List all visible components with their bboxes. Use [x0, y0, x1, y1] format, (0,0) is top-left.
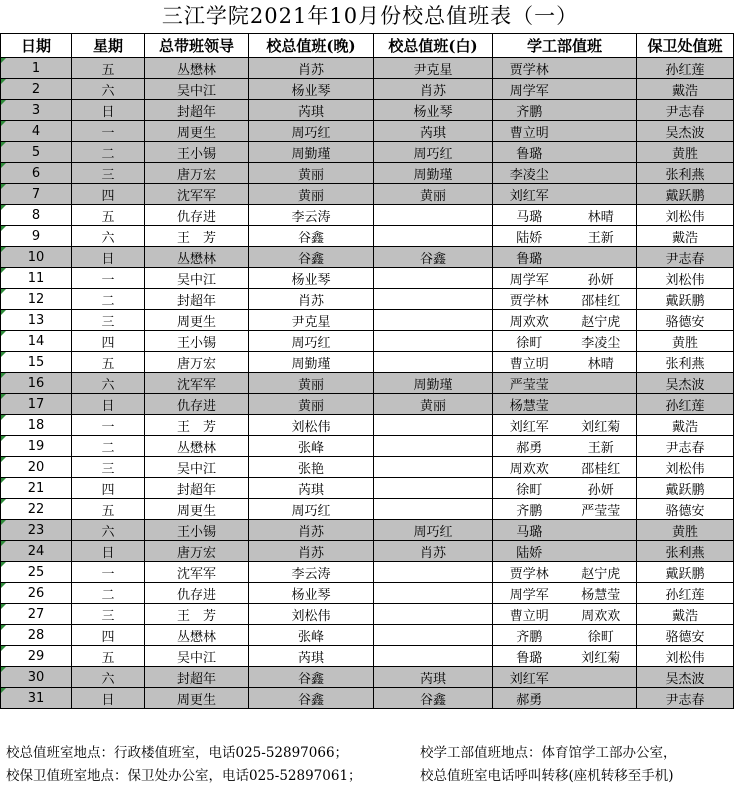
- student-affairs-cell-1: 郝勇: [493, 436, 566, 457]
- weekday-cell: 日: [72, 100, 145, 121]
- security-cell: 戴跃鹏: [637, 478, 734, 499]
- table-row: [1, 310, 734, 331]
- weekday-cell: 三: [72, 457, 145, 478]
- weekday-cell: 六: [72, 79, 145, 100]
- security-cell: 骆德安: [637, 310, 734, 331]
- table-row: [1, 58, 734, 79]
- weekday-cell: 一: [72, 268, 145, 289]
- security-cell: 戴浩: [637, 415, 734, 436]
- leader-cell: 丛懋林: [145, 58, 249, 79]
- security-cell: 孙红莲: [637, 583, 734, 604]
- student-affairs-cell-1: 贾学林: [493, 289, 566, 310]
- night-duty-cell: 李云涛: [249, 205, 374, 226]
- date-cell: 12: [1, 289, 72, 310]
- student-affairs-cell-1: 严莹莹: [493, 373, 566, 394]
- leader-cell: 王小锡: [145, 142, 249, 163]
- security-cell: 尹志春: [637, 100, 734, 121]
- security-cell: 张利燕: [637, 163, 734, 184]
- security-cell: 戴跃鹏: [637, 184, 734, 205]
- security-cell: 孙红莲: [637, 58, 734, 79]
- date-cell: 18: [1, 415, 72, 436]
- night-duty-cell: 芮琪: [249, 646, 374, 667]
- weekday-cell: 四: [72, 184, 145, 205]
- security-cell: 刘松伟: [637, 268, 734, 289]
- day-duty-cell: [374, 415, 493, 436]
- date-cell: 5: [1, 142, 72, 163]
- duty-schedule-table: [0, 33, 734, 709]
- security-cell: 黄胜: [637, 142, 734, 163]
- weekday-cell: 一: [72, 121, 145, 142]
- date-cell: 7: [1, 184, 72, 205]
- student-affairs-cell-1: 周学军: [493, 583, 566, 604]
- student-affairs-cell-1: 齐鹏: [493, 625, 566, 646]
- student-affairs-cell-1: 贾学林: [493, 58, 566, 79]
- student-affairs-cell-1: 徐町: [493, 478, 566, 499]
- student-affairs-cell-2: [566, 520, 637, 541]
- leader-cell: 周更生: [145, 499, 249, 520]
- day-duty-cell: [374, 583, 493, 604]
- leader-cell: 封超年: [145, 478, 249, 499]
- header-date: 日期: [1, 34, 72, 58]
- table-row: [1, 247, 734, 268]
- date-cell: 23: [1, 520, 72, 541]
- security-cell: 戴浩: [637, 79, 734, 100]
- table-row: [1, 583, 734, 604]
- date-cell: 21: [1, 478, 72, 499]
- day-duty-cell: [374, 205, 493, 226]
- student-affairs-cell-1: 郝勇: [493, 688, 566, 709]
- table-row: [1, 142, 734, 163]
- student-affairs-cell-2: 周欢欢: [566, 604, 637, 625]
- leader-cell: 仇存进: [145, 583, 249, 604]
- student-affairs-cell-2: [566, 688, 637, 709]
- weekday-cell: 五: [72, 205, 145, 226]
- night-duty-cell: 谷鑫: [249, 667, 374, 688]
- table-row: [1, 436, 734, 457]
- night-duty-cell: 杨业琴: [249, 583, 374, 604]
- day-duty-cell: [374, 562, 493, 583]
- weekday-cell: 五: [72, 352, 145, 373]
- header-weekday: 星期: [72, 34, 145, 58]
- leader-cell: 王 芳: [145, 604, 249, 625]
- security-cell: 尹志春: [637, 688, 734, 709]
- student-affairs-cell-2: 赵宁虎: [566, 562, 637, 583]
- date-cell: 3: [1, 100, 72, 121]
- header-student-affairs: 学工部值班: [493, 34, 637, 58]
- night-duty-cell: 张艳: [249, 457, 374, 478]
- date-cell: 11: [1, 268, 72, 289]
- table-row: [1, 352, 734, 373]
- table-row: [1, 205, 734, 226]
- student-affairs-cell-2: 刘红菊: [566, 415, 637, 436]
- weekday-cell: 五: [72, 58, 145, 79]
- night-duty-cell: 周勤瑾: [249, 352, 374, 373]
- table-row: [1, 478, 734, 499]
- night-duty-cell: 肖苏: [249, 58, 374, 79]
- day-duty-cell: [374, 646, 493, 667]
- security-cell: 吴杰波: [637, 667, 734, 688]
- date-cell: 1: [1, 58, 72, 79]
- table-row: [1, 520, 734, 541]
- student-affairs-cell-2: 徐町: [566, 625, 637, 646]
- table-row: [1, 100, 734, 121]
- night-duty-cell: 黄丽: [249, 163, 374, 184]
- footer-line-1: [0, 741, 740, 761]
- night-duty-cell: 周勤瑾: [249, 142, 374, 163]
- night-duty-cell: 刘松伟: [249, 604, 374, 625]
- header-day-duty: 校总值班(白): [374, 34, 493, 58]
- student-affairs-cell-2: [566, 541, 637, 562]
- security-cell: 张利燕: [637, 352, 734, 373]
- student-affairs-cell-2: [566, 247, 637, 268]
- leader-cell: 唐万宏: [145, 163, 249, 184]
- weekday-cell: 五: [72, 499, 145, 520]
- weekday-cell: 二: [72, 583, 145, 604]
- leader-cell: 封超年: [145, 100, 249, 121]
- date-cell: 15: [1, 352, 72, 373]
- date-cell: 19: [1, 436, 72, 457]
- day-duty-cell: [374, 457, 493, 478]
- weekday-cell: 四: [72, 625, 145, 646]
- leader-cell: 周更生: [145, 121, 249, 142]
- date-cell: 30: [1, 667, 72, 688]
- security-cell: 吴杰波: [637, 121, 734, 142]
- table-body: [1, 58, 734, 709]
- leader-cell: 唐万宏: [145, 541, 249, 562]
- date-cell: 29: [1, 646, 72, 667]
- date-cell: 31: [1, 688, 72, 709]
- security-cell: 骆德安: [637, 499, 734, 520]
- table-header-row: [1, 34, 734, 58]
- footer-student-office-info: 校学工部值班地点：体育馆学工部办公室，: [420, 745, 677, 761]
- date-cell: 10: [1, 247, 72, 268]
- day-duty-cell: [374, 604, 493, 625]
- security-cell: 戴跃鹏: [637, 562, 734, 583]
- student-affairs-cell-2: 邵桂红: [566, 289, 637, 310]
- student-affairs-cell-2: [566, 667, 637, 688]
- day-duty-cell: 谷鑫: [374, 247, 493, 268]
- date-cell: 14: [1, 331, 72, 352]
- student-affairs-cell-1: 齐鹏: [493, 100, 566, 121]
- night-duty-cell: 周巧红: [249, 499, 374, 520]
- day-duty-cell: 周巧红: [374, 142, 493, 163]
- student-affairs-cell-2: 林晴: [566, 205, 637, 226]
- night-duty-cell: 黄丽: [249, 184, 374, 205]
- leader-cell: 吴中江: [145, 457, 249, 478]
- weekday-cell: 三: [72, 310, 145, 331]
- table-row: [1, 331, 734, 352]
- day-duty-cell: [374, 499, 493, 520]
- table-row: [1, 121, 734, 142]
- student-affairs-cell-1: 马璐: [493, 520, 566, 541]
- table-row: [1, 688, 734, 709]
- table-row: [1, 289, 734, 310]
- leader-cell: 周更生: [145, 688, 249, 709]
- weekday-cell: 一: [72, 562, 145, 583]
- student-affairs-cell-1: 曹立明: [493, 352, 566, 373]
- student-affairs-cell-2: 赵宁虎: [566, 310, 637, 331]
- student-affairs-cell-1: 马璐: [493, 205, 566, 226]
- student-affairs-cell-1: 鲁璐: [493, 646, 566, 667]
- student-affairs-cell-1: 陆娇: [493, 226, 566, 247]
- night-duty-cell: 芮琪: [249, 478, 374, 499]
- leader-cell: 王小锡: [145, 331, 249, 352]
- day-duty-cell: 周巧红: [374, 520, 493, 541]
- security-cell: 孙红莲: [637, 394, 734, 415]
- table-row: [1, 625, 734, 646]
- day-duty-cell: 杨业琴: [374, 100, 493, 121]
- header-leader: 总带班领导: [145, 34, 249, 58]
- student-affairs-cell-1: 鲁璐: [493, 142, 566, 163]
- day-duty-cell: [374, 289, 493, 310]
- table-row: [1, 646, 734, 667]
- day-duty-cell: 芮琪: [374, 121, 493, 142]
- date-cell: 26: [1, 583, 72, 604]
- security-cell: 刘松伟: [637, 205, 734, 226]
- student-affairs-cell-1: 周欢欢: [493, 310, 566, 331]
- security-cell: 尹志春: [637, 247, 734, 268]
- leader-cell: 王小锡: [145, 520, 249, 541]
- day-duty-cell: [374, 226, 493, 247]
- security-cell: 骆德安: [637, 625, 734, 646]
- day-duty-cell: [374, 625, 493, 646]
- night-duty-cell: 肖苏: [249, 289, 374, 310]
- leader-cell: 唐万宏: [145, 352, 249, 373]
- leader-cell: 吴中江: [145, 646, 249, 667]
- date-cell: 8: [1, 205, 72, 226]
- security-cell: 张利燕: [637, 541, 734, 562]
- weekday-cell: 二: [72, 142, 145, 163]
- student-affairs-cell-1: 周学军: [493, 79, 566, 100]
- night-duty-cell: 李云涛: [249, 562, 374, 583]
- student-affairs-cell-2: 李凌尘: [566, 331, 637, 352]
- day-duty-cell: 周勤瑾: [374, 163, 493, 184]
- student-affairs-cell-2: 林晴: [566, 352, 637, 373]
- footer-line-2: [0, 764, 740, 784]
- date-cell: 17: [1, 394, 72, 415]
- day-duty-cell: 肖苏: [374, 541, 493, 562]
- night-duty-cell: 肖苏: [249, 520, 374, 541]
- leader-cell: 王 芳: [145, 226, 249, 247]
- leader-cell: 仇存进: [145, 394, 249, 415]
- student-affairs-cell-2: [566, 121, 637, 142]
- student-affairs-cell-1: 杨慧莹: [493, 394, 566, 415]
- table-row: [1, 562, 734, 583]
- weekday-cell: 二: [72, 436, 145, 457]
- weekday-cell: 日: [72, 247, 145, 268]
- student-affairs-cell-2: [566, 373, 637, 394]
- leader-cell: 封超年: [145, 667, 249, 688]
- security-cell: 黄胜: [637, 520, 734, 541]
- student-affairs-cell-1: 周学军: [493, 268, 566, 289]
- footer-duty-office-info: 校总值班室地点：行政楼值班室，电话025-52897066；: [6, 745, 349, 761]
- date-cell: 27: [1, 604, 72, 625]
- student-affairs-cell-2: 严莹莹: [566, 499, 637, 520]
- student-affairs-cell-2: [566, 163, 637, 184]
- table-row: [1, 79, 734, 100]
- night-duty-cell: 杨业琴: [249, 79, 374, 100]
- night-duty-cell: 刘松伟: [249, 415, 374, 436]
- night-duty-cell: 谷鑫: [249, 247, 374, 268]
- security-cell: 刘松伟: [637, 457, 734, 478]
- leader-cell: 丛懋林: [145, 436, 249, 457]
- weekday-cell: 六: [72, 373, 145, 394]
- student-affairs-cell-2: [566, 100, 637, 121]
- day-duty-cell: 肖苏: [374, 79, 493, 100]
- table-row: [1, 373, 734, 394]
- table-row: [1, 226, 734, 247]
- night-duty-cell: 周巧红: [249, 121, 374, 142]
- weekday-cell: 六: [72, 226, 145, 247]
- footer-security-office-info: 校保卫值班室地点：保卫处办公室，电话025-52897061；: [6, 768, 362, 784]
- student-affairs-cell-2: [566, 142, 637, 163]
- weekday-cell: 一: [72, 415, 145, 436]
- date-cell: 22: [1, 499, 72, 520]
- student-affairs-cell-2: 杨慧莹: [566, 583, 637, 604]
- night-duty-cell: 肖苏: [249, 541, 374, 562]
- day-duty-cell: 芮琪: [374, 667, 493, 688]
- student-affairs-cell-1: 徐町: [493, 331, 566, 352]
- date-cell: 4: [1, 121, 72, 142]
- student-affairs-cell-2: 邵桂红: [566, 457, 637, 478]
- table-row: [1, 457, 734, 478]
- date-cell: 25: [1, 562, 72, 583]
- day-duty-cell: 黄丽: [374, 184, 493, 205]
- student-affairs-cell-1: 齐鹏: [493, 499, 566, 520]
- night-duty-cell: 谷鑫: [249, 226, 374, 247]
- date-cell: 16: [1, 373, 72, 394]
- leader-cell: 封超年: [145, 289, 249, 310]
- night-duty-cell: 芮琪: [249, 100, 374, 121]
- table-row: [1, 667, 734, 688]
- day-duty-cell: [374, 478, 493, 499]
- weekday-cell: 四: [72, 331, 145, 352]
- table-row: [1, 394, 734, 415]
- student-affairs-cell-2: 王新: [566, 226, 637, 247]
- table-row: [1, 604, 734, 625]
- table-row: [1, 541, 734, 562]
- leader-cell: 沈军军: [145, 562, 249, 583]
- security-cell: 吴杰波: [637, 373, 734, 394]
- page-title: 三江学院2021年10月份校总值班表（一）: [161, 4, 579, 28]
- day-duty-cell: [374, 331, 493, 352]
- student-affairs-cell-1: 鲁璐: [493, 247, 566, 268]
- leader-cell: 吴中江: [145, 268, 249, 289]
- security-cell: 尹志春: [637, 436, 734, 457]
- leader-cell: 仇存进: [145, 205, 249, 226]
- table-row: [1, 499, 734, 520]
- leader-cell: 丛懋林: [145, 625, 249, 646]
- day-duty-cell: 周勤瑾: [374, 373, 493, 394]
- weekday-cell: 六: [72, 667, 145, 688]
- day-duty-cell: [374, 352, 493, 373]
- date-cell: 20: [1, 457, 72, 478]
- table-row: [1, 268, 734, 289]
- night-duty-cell: 张峰: [249, 625, 374, 646]
- footer-call-forward-info: 校总值班室电话呼叫转移(座机转移至手机): [420, 768, 674, 784]
- student-affairs-cell-2: [566, 58, 637, 79]
- leader-cell: 吴中江: [145, 79, 249, 100]
- date-cell: 6: [1, 163, 72, 184]
- student-affairs-cell-1: 刘红军: [493, 184, 566, 205]
- night-duty-cell: 黄丽: [249, 394, 374, 415]
- student-affairs-cell-1: 贾学林: [493, 562, 566, 583]
- day-duty-cell: [374, 436, 493, 457]
- date-cell: 9: [1, 226, 72, 247]
- student-affairs-cell-1: 刘红军: [493, 667, 566, 688]
- student-affairs-cell-1: 刘红军: [493, 415, 566, 436]
- day-duty-cell: [374, 268, 493, 289]
- security-cell: 戴浩: [637, 604, 734, 625]
- date-cell: 2: [1, 79, 72, 100]
- student-affairs-cell-1: 陆娇: [493, 541, 566, 562]
- weekday-cell: 日: [72, 541, 145, 562]
- day-duty-cell: 谷鑫: [374, 688, 493, 709]
- night-duty-cell: 周巧红: [249, 331, 374, 352]
- day-duty-cell: 黄丽: [374, 394, 493, 415]
- weekday-cell: 二: [72, 289, 145, 310]
- night-duty-cell: 张峰: [249, 436, 374, 457]
- weekday-cell: 五: [72, 646, 145, 667]
- header-night-duty: 校总值班(晚): [249, 34, 374, 58]
- leader-cell: 周更生: [145, 310, 249, 331]
- leader-cell: 沈军军: [145, 373, 249, 394]
- day-duty-cell: [374, 310, 493, 331]
- header-security: 保卫处值班: [637, 34, 734, 58]
- night-duty-cell: 谷鑫: [249, 688, 374, 709]
- student-affairs-cell-2: 王新: [566, 436, 637, 457]
- student-affairs-cell-2: 刘红菊: [566, 646, 637, 667]
- night-duty-cell: 尹克星: [249, 310, 374, 331]
- student-affairs-cell-2: 孙妍: [566, 478, 637, 499]
- student-affairs-cell-2: 孙妍: [566, 268, 637, 289]
- student-affairs-cell-1: 李凌尘: [493, 163, 566, 184]
- table-row: [1, 415, 734, 436]
- weekday-cell: 六: [72, 520, 145, 541]
- leader-cell: 沈军军: [145, 184, 249, 205]
- weekday-cell: 四: [72, 478, 145, 499]
- night-duty-cell: 杨业琴: [249, 268, 374, 289]
- table-row: [1, 184, 734, 205]
- table-row: [1, 163, 734, 184]
- student-affairs-cell-1: 曹立明: [493, 604, 566, 625]
- day-duty-cell: 尹克星: [374, 58, 493, 79]
- date-cell: 24: [1, 541, 72, 562]
- date-cell: 13: [1, 310, 72, 331]
- security-cell: 黄胜: [637, 331, 734, 352]
- weekday-cell: 三: [72, 163, 145, 184]
- student-affairs-cell-2: [566, 184, 637, 205]
- leader-cell: 王 芳: [145, 415, 249, 436]
- student-affairs-cell-1: 周欢欢: [493, 457, 566, 478]
- student-affairs-cell-1: 曹立明: [493, 121, 566, 142]
- weekday-cell: 日: [72, 394, 145, 415]
- night-duty-cell: 黄丽: [249, 373, 374, 394]
- student-affairs-cell-2: [566, 79, 637, 100]
- student-affairs-cell-2: [566, 394, 637, 415]
- security-cell: 刘松伟: [637, 646, 734, 667]
- security-cell: 戴跃鹏: [637, 289, 734, 310]
- date-cell: 28: [1, 625, 72, 646]
- leader-cell: 丛懋林: [145, 247, 249, 268]
- weekday-cell: 三: [72, 604, 145, 625]
- weekday-cell: 日: [72, 688, 145, 709]
- security-cell: 戴浩: [637, 226, 734, 247]
